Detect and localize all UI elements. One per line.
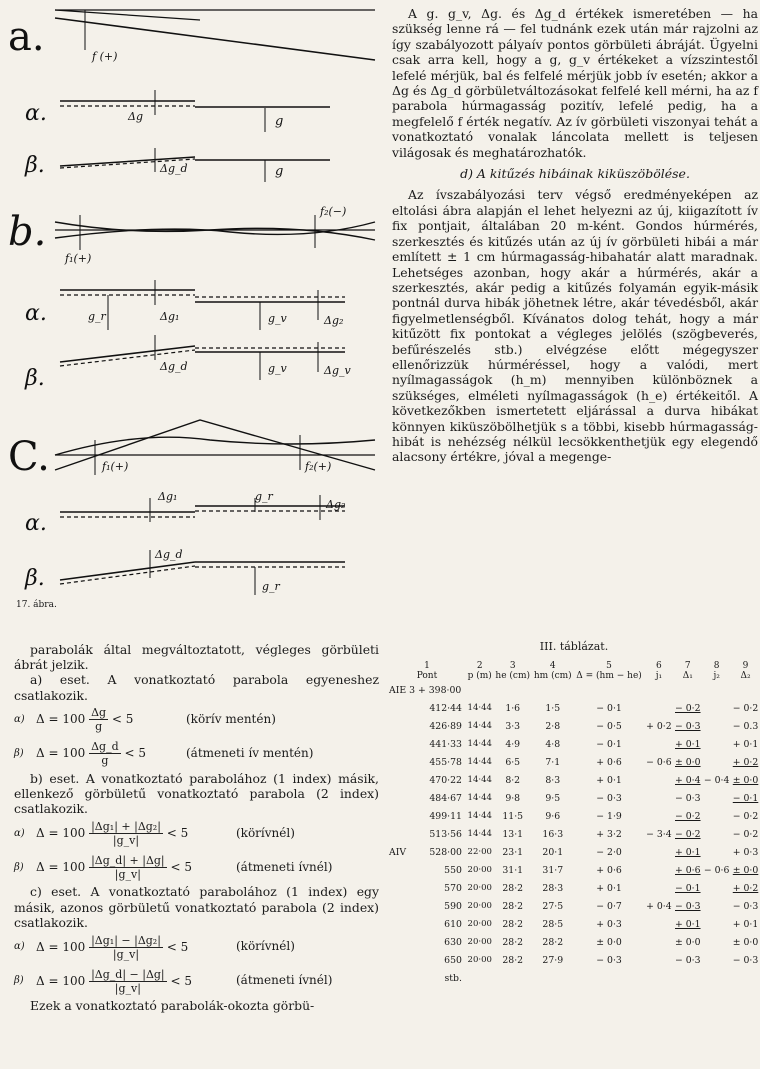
table-cell: 20·00: [467, 901, 492, 911]
table-cell: ± 0·0: [732, 864, 759, 876]
table-3: [388, 640, 760, 987]
column-number: 3: [509, 661, 516, 671]
table-row: [388, 807, 760, 825]
panel-b-dg1: Δg₁: [160, 310, 180, 323]
table-cell: AIV: [389, 846, 407, 858]
table-cell: − 0·2: [732, 810, 759, 822]
table-cell: 11·5: [502, 810, 524, 822]
table-cell: 499·11: [429, 810, 462, 822]
panel-b-gv: g_v: [268, 312, 287, 325]
figure-17: [0, 0, 385, 620]
panel-a-g: g: [275, 114, 284, 129]
column-header: Δ₁: [682, 671, 693, 681]
empty-cell: [731, 681, 760, 699]
paragraph-2: Az ívszabályozási terv végső eredményeképen az eltolási ábra alapján el lehet helyezni az új, kiigazított ív fix pontjait, általában 20 m-ként. Gondos húrmérés, szerkesztés és kitűzés után az új ív görbületi hibái a már említett ± 1 cm húrmagasság-hibahatár alatt maradnak. Lehetséges azonban, hogy akár a húrmérés, akár a szerkesztés, akár pedig a kitűzés folyamán egyik-másik pontnál durva hibák jöhetnek létre, akár tévedésből, akár figyelmetlenségből. Kívánatos dolog tehát, hogy a már kitűzött fix pontokat a végleges jelölés (szögbeverés, befűrészelés stb.) elvégzése előtt mégegyszer ellenőrizzük húrméréssel, hogy a valódi, mert nyílmagasságok (h_m) mennyiben különböznek a szükséges, elméleti nyílmagasságok (h_e) értékeitől. A következőkben ismertetett eljárással a durva hibákat könnyen kiküszöbölhetjük s a többi, kisebb húrmagasság-hibát is nehézség nélkül lecsökkenthetjük egy elegendő alacsony értékre, jóval a megenge-: [392, 187, 758, 465]
table-cell: + 0·1: [675, 918, 701, 930]
table-cell: 14·44: [467, 811, 492, 821]
table-row: [388, 699, 760, 717]
column-number: 5: [606, 661, 612, 671]
panel-c-gr: g_r: [255, 490, 273, 503]
panel-c-alpha: α.: [25, 511, 47, 536]
table-cell: [702, 807, 731, 825]
panel-b-beta: β.: [25, 366, 45, 391]
table-cell: − 0·2: [732, 702, 759, 714]
table-cell: − 0·7: [596, 900, 622, 912]
table-cell: − 0·2: [732, 828, 759, 840]
panel-b-letter: b.: [8, 209, 47, 255]
table-cell: − 0·3: [596, 792, 622, 804]
table-cell: − 2·0: [596, 846, 622, 858]
table-cell: 28·2: [502, 918, 524, 930]
column-number: 6: [656, 661, 662, 671]
table-cell: [702, 717, 731, 735]
table-cell: − 0·3: [732, 900, 759, 912]
right-column: [392, 6, 758, 465]
empty-cell: [673, 681, 702, 699]
column-number: 9: [742, 661, 749, 671]
table-cell: [388, 951, 414, 969]
column-number: 7: [684, 661, 691, 671]
table-cell: 14·44: [467, 793, 492, 803]
table-row: [388, 825, 760, 843]
column-headers-row: [388, 671, 760, 681]
equation-a2: β) Δ = 100 $\frac{\Delta g\_d}{g}$ < 5 (átmeneti ív mentén): [14, 740, 314, 768]
table-cell: [702, 879, 731, 897]
table-row: [388, 969, 760, 987]
table-cell: − 0·2: [675, 810, 701, 822]
table-cell: [702, 753, 731, 771]
table-cell: − 0·3: [596, 954, 622, 966]
table-cell: ± 0·0: [732, 936, 759, 948]
column-header: he (cm): [495, 671, 531, 681]
empty-cell: [532, 681, 574, 699]
table-cell: + 0·3: [596, 918, 622, 930]
table-cell: − 0·6: [646, 756, 672, 768]
table-row: [388, 753, 760, 771]
table-cell: [702, 789, 731, 807]
table-cell: + 0·6: [596, 864, 622, 876]
table-cell: − 0·6: [703, 864, 730, 876]
table-cell: [388, 717, 414, 735]
panel-b-dgv: Δg_v: [324, 364, 351, 377]
table-title: III. táblázat.: [539, 640, 609, 653]
panel-a-alpha: α.: [25, 101, 47, 126]
table-row: [388, 735, 760, 753]
empty-cell: [574, 681, 645, 699]
start-point: AIE 3 + 398·00: [389, 684, 462, 696]
table-cell: [388, 933, 414, 951]
table-cell: 513·56: [429, 828, 462, 840]
table-cell: [702, 897, 731, 915]
column-number: 1: [424, 661, 430, 671]
table-cell: + 0·6: [596, 756, 622, 768]
column-numbers-row: [388, 661, 760, 671]
table-cell: 1·5: [545, 702, 561, 714]
table-cell: [388, 753, 414, 771]
table-cell: + 0·1: [732, 918, 759, 930]
table-cell: 27·5: [542, 900, 564, 912]
table-cell: + 0·2: [646, 720, 672, 732]
table-row: [388, 861, 760, 879]
panel-b-f2: f₂(−): [320, 205, 347, 218]
left-column: [14, 642, 379, 1013]
table-cell: 28·2: [502, 882, 524, 894]
table-cell: [388, 771, 414, 789]
table-cell: 20·00: [467, 883, 492, 893]
table-cell: stb.: [444, 972, 462, 984]
table-row: [388, 843, 760, 861]
table-cell: 14·44: [467, 739, 492, 749]
table-cell: [388, 825, 414, 843]
table-cell: 23·1: [502, 846, 524, 858]
panel-b-gr: g_r: [88, 310, 106, 323]
table-cell: − 0·4: [703, 774, 730, 786]
table-cell: 27·9: [542, 954, 564, 966]
empty-cell: [644, 681, 673, 699]
table-cell: + 0·2: [732, 882, 759, 894]
table-cell: − 3·4: [646, 828, 672, 840]
table-cell: 630: [444, 936, 462, 948]
table-cell: 28·3: [542, 882, 564, 894]
empty-cell: [702, 681, 731, 699]
table-cell: [702, 825, 731, 843]
table-cell: 426·89: [429, 720, 462, 732]
case-c-text: c) eset. A vonatkoztató parabolához (1 index) egy másik, azonos görbületű vonatkoztató parabola (2 index) csatlakozik.: [14, 884, 379, 930]
panel-c-f1: f₁(+): [102, 460, 129, 473]
outro-text: Ezek a vonatkoztató parabolák-okozta görbü-: [30, 998, 315, 1014]
table-cell: [388, 897, 414, 915]
table-cell: [702, 735, 731, 753]
table-cell: − 1·9: [596, 810, 622, 822]
table-cell: [644, 879, 673, 897]
table-cell: 14·44: [467, 829, 492, 839]
table-cell: 28·2: [502, 900, 524, 912]
table-cell: 20·00: [467, 919, 492, 929]
table-cell: + 0·2: [732, 756, 759, 768]
panel-c-gr2: g_r: [262, 580, 280, 593]
table-cell: 455·78: [429, 756, 462, 768]
data-table: [388, 661, 760, 987]
table-cell: [644, 843, 673, 861]
table-cell: [702, 843, 731, 861]
table-cell: 4·9: [505, 738, 521, 750]
panel-c-dgd: Δg_d: [155, 548, 183, 561]
table-row: [388, 681, 760, 699]
table-cell: 28·2: [542, 936, 564, 948]
table-cell: 9·6: [545, 810, 561, 822]
table-row: [388, 933, 760, 951]
table-cell: 8·3: [545, 774, 561, 786]
column-header: p (m): [467, 671, 492, 681]
table-cell: [644, 699, 673, 717]
table-row: [388, 771, 760, 789]
column-number: 4: [549, 661, 556, 671]
table-cell: − 0·1: [596, 738, 622, 750]
table-cell: 550: [444, 864, 462, 876]
table-cell: 20·00: [467, 865, 492, 875]
table-cell: − 0·3: [675, 792, 701, 804]
column-header: j₁: [655, 671, 663, 681]
table-cell: 1·6: [505, 702, 521, 714]
panel-a-beta: β.: [25, 153, 45, 178]
table-cell: ± 0·0: [596, 936, 622, 948]
column-number: 8: [713, 661, 720, 671]
equation-b1: α) Δ = 100 $\frac{\text{|Δg₁| + |Δg₂|}}{|g\_v|}$ < 5 (körívnél): [14, 819, 295, 847]
table-cell: − 0·3: [675, 900, 701, 912]
column-number: 2: [476, 661, 483, 671]
table-cell: 6·5: [505, 756, 521, 768]
panel-c-letter: C.: [8, 434, 50, 480]
table-cell: 14·44: [467, 703, 492, 713]
panel-c-dg1: Δg₁: [158, 490, 178, 503]
table-cell: + 0·1: [732, 738, 759, 750]
panel-a-letter: a.: [8, 14, 45, 60]
empty-cell: [466, 681, 494, 699]
table-cell: + 0·1: [675, 846, 701, 858]
table-cell: [644, 771, 673, 789]
table-cell: + 3·2: [596, 828, 622, 840]
table-row: [388, 897, 760, 915]
table-cell: [644, 789, 673, 807]
table-cell: 528·00: [429, 846, 462, 858]
table-cell: 14·44: [467, 757, 492, 767]
table-cell: 16·3: [542, 828, 564, 840]
table-cell: 590: [444, 900, 462, 912]
table-cell: [702, 915, 731, 933]
panel-b-dg2: Δg₂: [324, 314, 344, 327]
table-cell: 7·1: [545, 756, 561, 768]
panel-a-g2: g: [275, 164, 284, 179]
table-cell: [644, 915, 673, 933]
table-cell: 20·00: [467, 955, 492, 965]
table-cell: + 0·3: [732, 846, 759, 858]
table-cell: 650: [444, 954, 462, 966]
table-cell: [644, 861, 673, 879]
column-header: Pont: [416, 671, 438, 681]
equation-a1: α) Δ = 100 $\frac{\Delta g}{g}$ < 5 (körív mentén): [14, 706, 276, 734]
column-header: j₂: [713, 671, 720, 681]
table-cell: 484·67: [429, 792, 462, 804]
table-cell: [702, 699, 731, 717]
table-row: [388, 717, 760, 735]
table-cell: − 0·2: [675, 828, 701, 840]
table-cell: 13·1: [502, 828, 524, 840]
table-cell: + 0·4: [675, 774, 701, 786]
table-cell: [388, 807, 414, 825]
table-cell: [388, 699, 414, 717]
table-cell: 28·2: [502, 936, 524, 948]
empty-cell: [494, 681, 532, 699]
panel-b-dgd: Δg_d: [160, 360, 188, 373]
panel-b-f1: f₁(+): [65, 252, 92, 265]
table-cell: 31·7: [542, 864, 564, 876]
table-cell: − 0·3: [675, 720, 701, 732]
table-cell: − 0·1: [732, 792, 759, 804]
case-a-text: a) eset. A vonatkoztató parabola egyeneshez csatlakozik.: [14, 672, 379, 703]
panel-b-alpha: α.: [25, 301, 47, 326]
table-cell: [388, 861, 414, 879]
table-cell: 610: [444, 918, 462, 930]
paragraph-1: A g. g_v, Δg. és Δg_d értékek ismeretében — ha szükség lenne rá — fel tudnánk ezek után már rajzolni az így szabályozott pályaív pontos görbületi ábráját. Ügyelni csak arra kell, hogy a g, g_v értékeket a vízszintestől lefelé mérjük, bal és felfelé mérjük jobb ív esetén; akkor a Δg és Δg_d görbületváltozásokat felfelé kell mérni, ha az f parabola húrmagasság pozitív, lefelé pedig, ha a megfelelő f érték negatív. Az ív görbületi viszonyai tehát a vonatkoztató vonalak láncolata mellett is teljesen világosak és meghatározhatók.: [392, 6, 758, 160]
table-cell: 8·2: [505, 774, 521, 786]
column-header: hm (cm): [533, 671, 572, 681]
table-cell: 14·44: [467, 721, 492, 731]
table-cell: + 0·1: [596, 774, 622, 786]
table-cell: − 0·3: [675, 954, 701, 966]
table-cell: [388, 789, 414, 807]
table-row: [388, 915, 760, 933]
panel-c-dg2: Δg₂: [326, 498, 346, 511]
table-cell: 20·00: [467, 937, 492, 947]
table-cell: 31·1: [502, 864, 524, 876]
table-cell: − 0·3: [732, 954, 759, 966]
figure-caption: 17. ábra.: [16, 600, 57, 610]
panel-a-dg: Δg: [128, 110, 143, 123]
case-b-text: b) eset. A vonatkoztató parabolához (1 index) másik, ellenkező görbületű vonatkoztató parabola (2 index) csatlakozik.: [14, 770, 379, 817]
table-cell: [702, 933, 731, 951]
table-cell: 570: [444, 882, 462, 894]
table-cell: + 0·4: [646, 900, 672, 912]
table-cell: 9·5: [545, 792, 561, 804]
table-row: [388, 951, 760, 969]
table-cell: − 0·5: [596, 720, 622, 732]
table-cell: 28·2: [502, 954, 524, 966]
table-cell: − 0·1: [596, 702, 622, 714]
panel-c-beta: β.: [25, 566, 45, 591]
intro-text: parabolák által megváltoztatott, végleges görbületi ábrát jelzik.: [14, 642, 379, 673]
column-header: Δ₂: [740, 671, 751, 681]
table-cell: + 0·6: [675, 864, 701, 876]
table-cell: − 0.3: [732, 720, 759, 732]
table-cell: ± 0·0: [675, 756, 701, 768]
table-cell: − 0·1: [675, 882, 701, 894]
table-cell: [644, 951, 673, 969]
table-cell: 14·44: [467, 775, 492, 785]
panel-b-gv2: g_v: [268, 362, 287, 375]
table-cell: 4·8: [545, 738, 561, 750]
table-cell: 441·33: [429, 738, 462, 750]
equation-c2: β) Δ = 100 $\frac{|\Delta g\_d| - |\Delta g|}{|g\_v|}$ < 5 (átmeneti ívnél): [14, 967, 333, 995]
table-cell: 20·1: [542, 846, 564, 858]
table-cell: ± 0·0: [675, 936, 701, 948]
table-cell: 2·8: [545, 720, 561, 732]
table-row: [388, 789, 760, 807]
table-cell: ± 0·0: [732, 774, 759, 786]
table-cell: [644, 735, 673, 753]
panel-c-f2: f₂(+): [305, 460, 332, 473]
table-cell: 412·44: [429, 702, 462, 714]
table-cell: 28·5: [542, 918, 564, 930]
table-cell: 470·22: [429, 774, 462, 786]
table-cell: 9·8: [505, 792, 521, 804]
table-cell: [388, 879, 414, 897]
table-cell: + 0·1: [596, 882, 622, 894]
table-row: [388, 879, 760, 897]
panel-a-dgd: Δg_d: [160, 162, 188, 175]
table-cell: [702, 951, 731, 969]
panel-a-f-label: f (+): [92, 50, 118, 63]
table-cell: [644, 807, 673, 825]
table-cell: + 0·1: [675, 738, 701, 750]
table-cell: [388, 735, 414, 753]
section-heading: d) A kitűzés hibáinak kiküszöbölése.: [460, 166, 690, 182]
table-cell: 22·00: [467, 847, 492, 857]
equation-b2: β) Δ = 100 $\frac{|\Delta g\_d| + |\Delta g|}{|g\_v|}$ < 5 (átmeneti ívnél): [14, 853, 333, 881]
table-cell: 3·3: [505, 720, 521, 732]
column-header: Δ = (hm − he): [576, 671, 642, 681]
table-cell: − 0·2: [675, 702, 701, 714]
table-cell: [644, 933, 673, 951]
table-cell: [388, 915, 414, 933]
equation-c1: α) Δ = 100 $\frac{\text{|Δg₁| − |Δg₂|}}{|g\_v|}$ < 5 (körívnél): [14, 933, 295, 961]
